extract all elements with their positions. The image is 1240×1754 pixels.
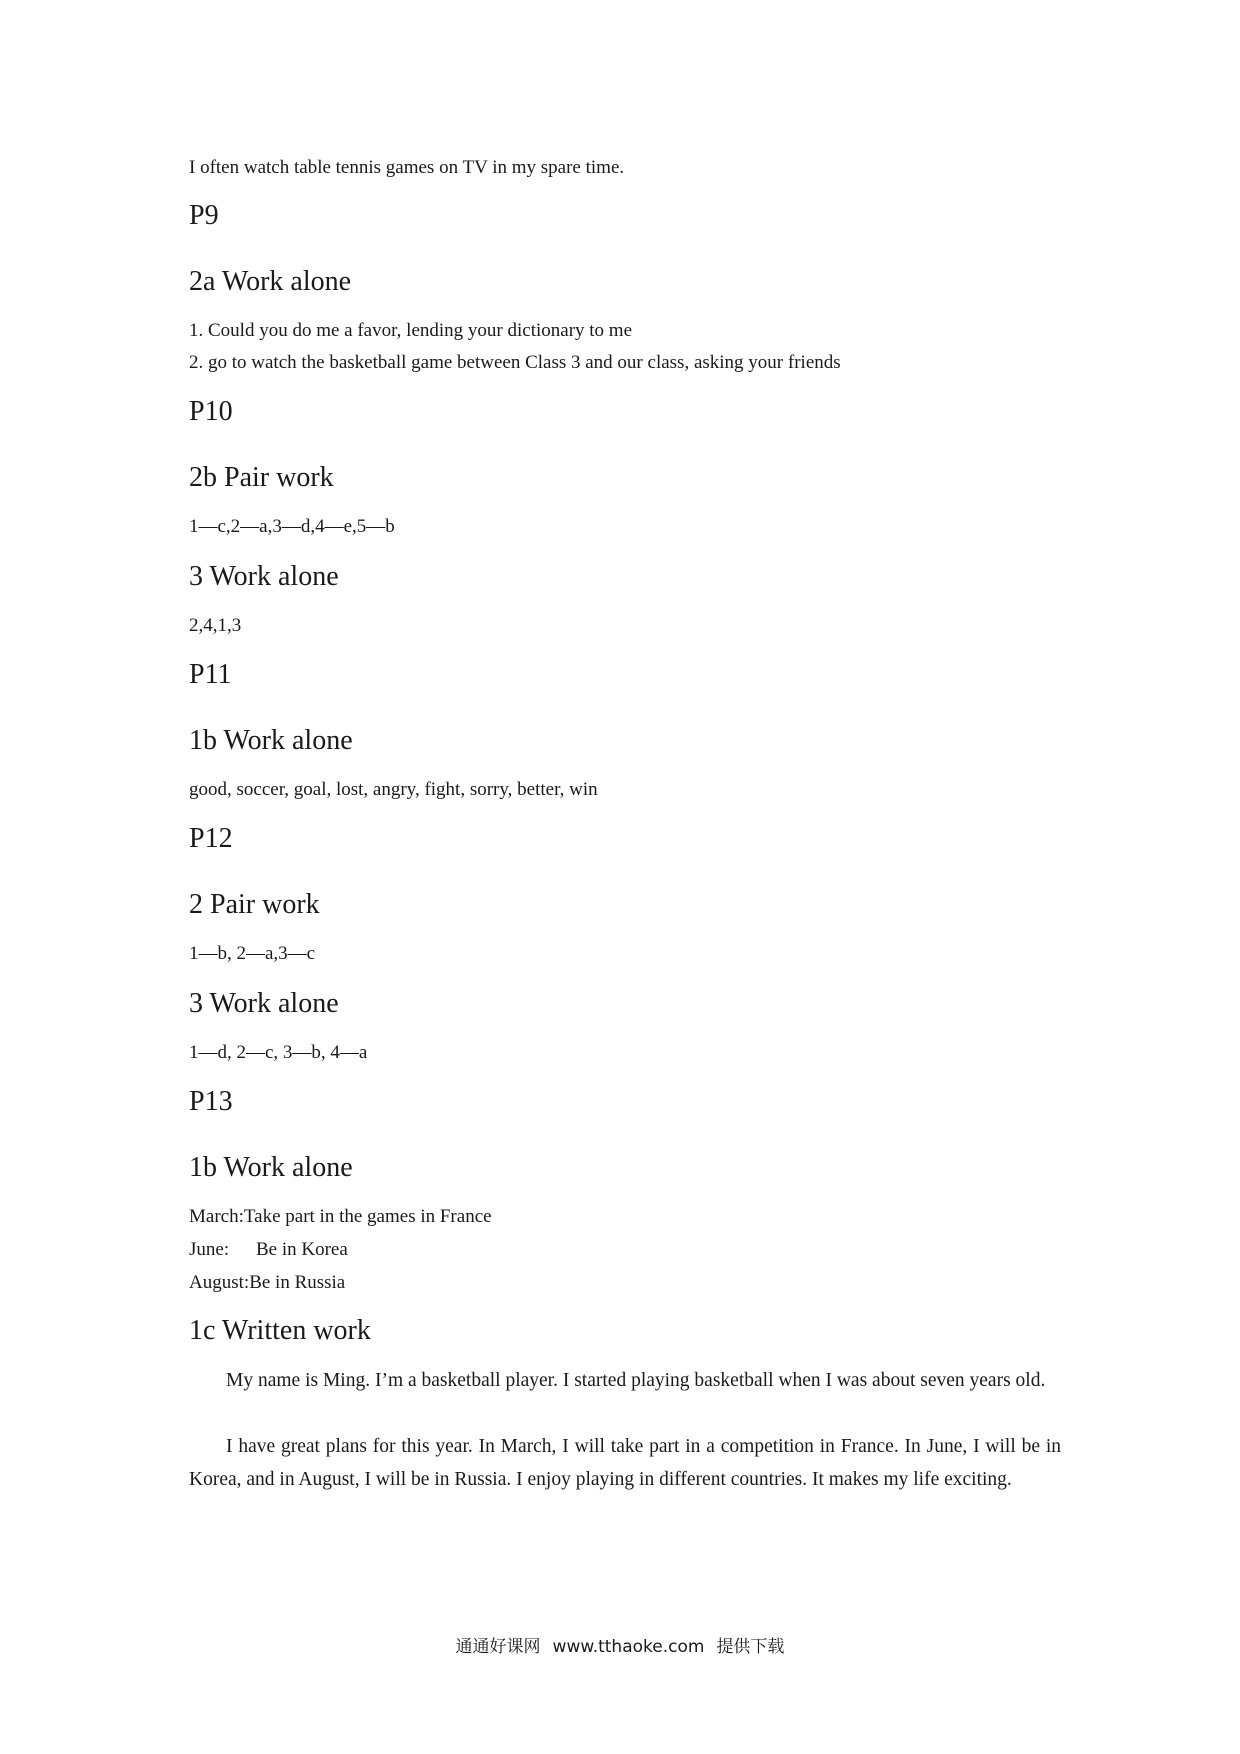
- section-heading-2-pair-work: 2 Pair work: [189, 889, 320, 920]
- page-number-p9: P9: [189, 200, 219, 231]
- schedule-row-march: [189, 1205, 492, 1229]
- section-heading-1b: 1b Work alone: [189, 725, 353, 756]
- page-number-p13: P13: [189, 1086, 233, 1117]
- schedule-month: June:: [189, 1239, 230, 1260]
- page-number-p10: P10: [189, 396, 233, 427]
- page-number-p11: P11: [189, 659, 232, 690]
- answer-3-work-alone: 2,4,1,3: [189, 615, 242, 636]
- page-footer: [0, 1636, 1240, 1658]
- answer-2b: 1—c,2—a,3—d,4—e,5—b: [189, 516, 395, 537]
- answer-3-work-alone-p12: 1—d, 2—c, 3—b, 4—a: [189, 1042, 368, 1063]
- section-heading-1b-p13: 1b Work alone: [189, 1152, 353, 1183]
- answer-1b: good, soccer, goal, lost, angry, fight, sorry, better, win: [189, 779, 598, 800]
- written-paragraph-1: My name is Ming. I’m a basketball player. I started playing basketball when I was about seven years old.: [226, 1370, 1046, 1391]
- answer-2-pair-work: 1—b, 2—a,3—c: [189, 943, 316, 964]
- section-heading-2b: 2b Pair work: [189, 462, 334, 493]
- section-heading-2a: 2a Work alone: [189, 266, 352, 297]
- page-number-p12: P12: [189, 823, 233, 854]
- schedule-plan: Be in Korea: [256, 1239, 348, 1260]
- answer-2a-1: 1. Could you do me a favor, lending your dictionary to me: [189, 320, 633, 341]
- section-heading-3-work-alone-p12: 3 Work alone: [189, 988, 339, 1019]
- schedule-month: August:: [189, 1272, 250, 1293]
- schedule-plan: Take part in the games in France: [243, 1206, 492, 1227]
- footer-site-name: 通通好课网: [455, 1637, 541, 1657]
- intro-sentence: I often watch table tennis games on TV in my spare time.: [189, 157, 625, 178]
- answer-2a-2: 2. go to watch the basketball game between Class 3 and our class, asking your friends: [189, 352, 841, 373]
- schedule-month: March:: [189, 1206, 244, 1227]
- written-paragraph-2: I have great plans for this year. In March, I will take part in a competition in France. In June, I will be in Korea, and in August, I will be in Russia. I enjoy playing in different countries. It makes my life exciting.: [189, 1436, 1061, 1490]
- schedule-row-june: [189, 1238, 348, 1262]
- footer-url[interactable]: www.tthaoke.com: [552, 1637, 705, 1657]
- schedule-row-august: [189, 1271, 345, 1295]
- schedule-plan: Be in Russia: [249, 1272, 346, 1293]
- section-heading-3-work-alone: 3 Work alone: [189, 561, 339, 592]
- section-heading-1c: 1c Written work: [189, 1315, 371, 1346]
- footer-download-text: 提供下载: [716, 1637, 785, 1657]
